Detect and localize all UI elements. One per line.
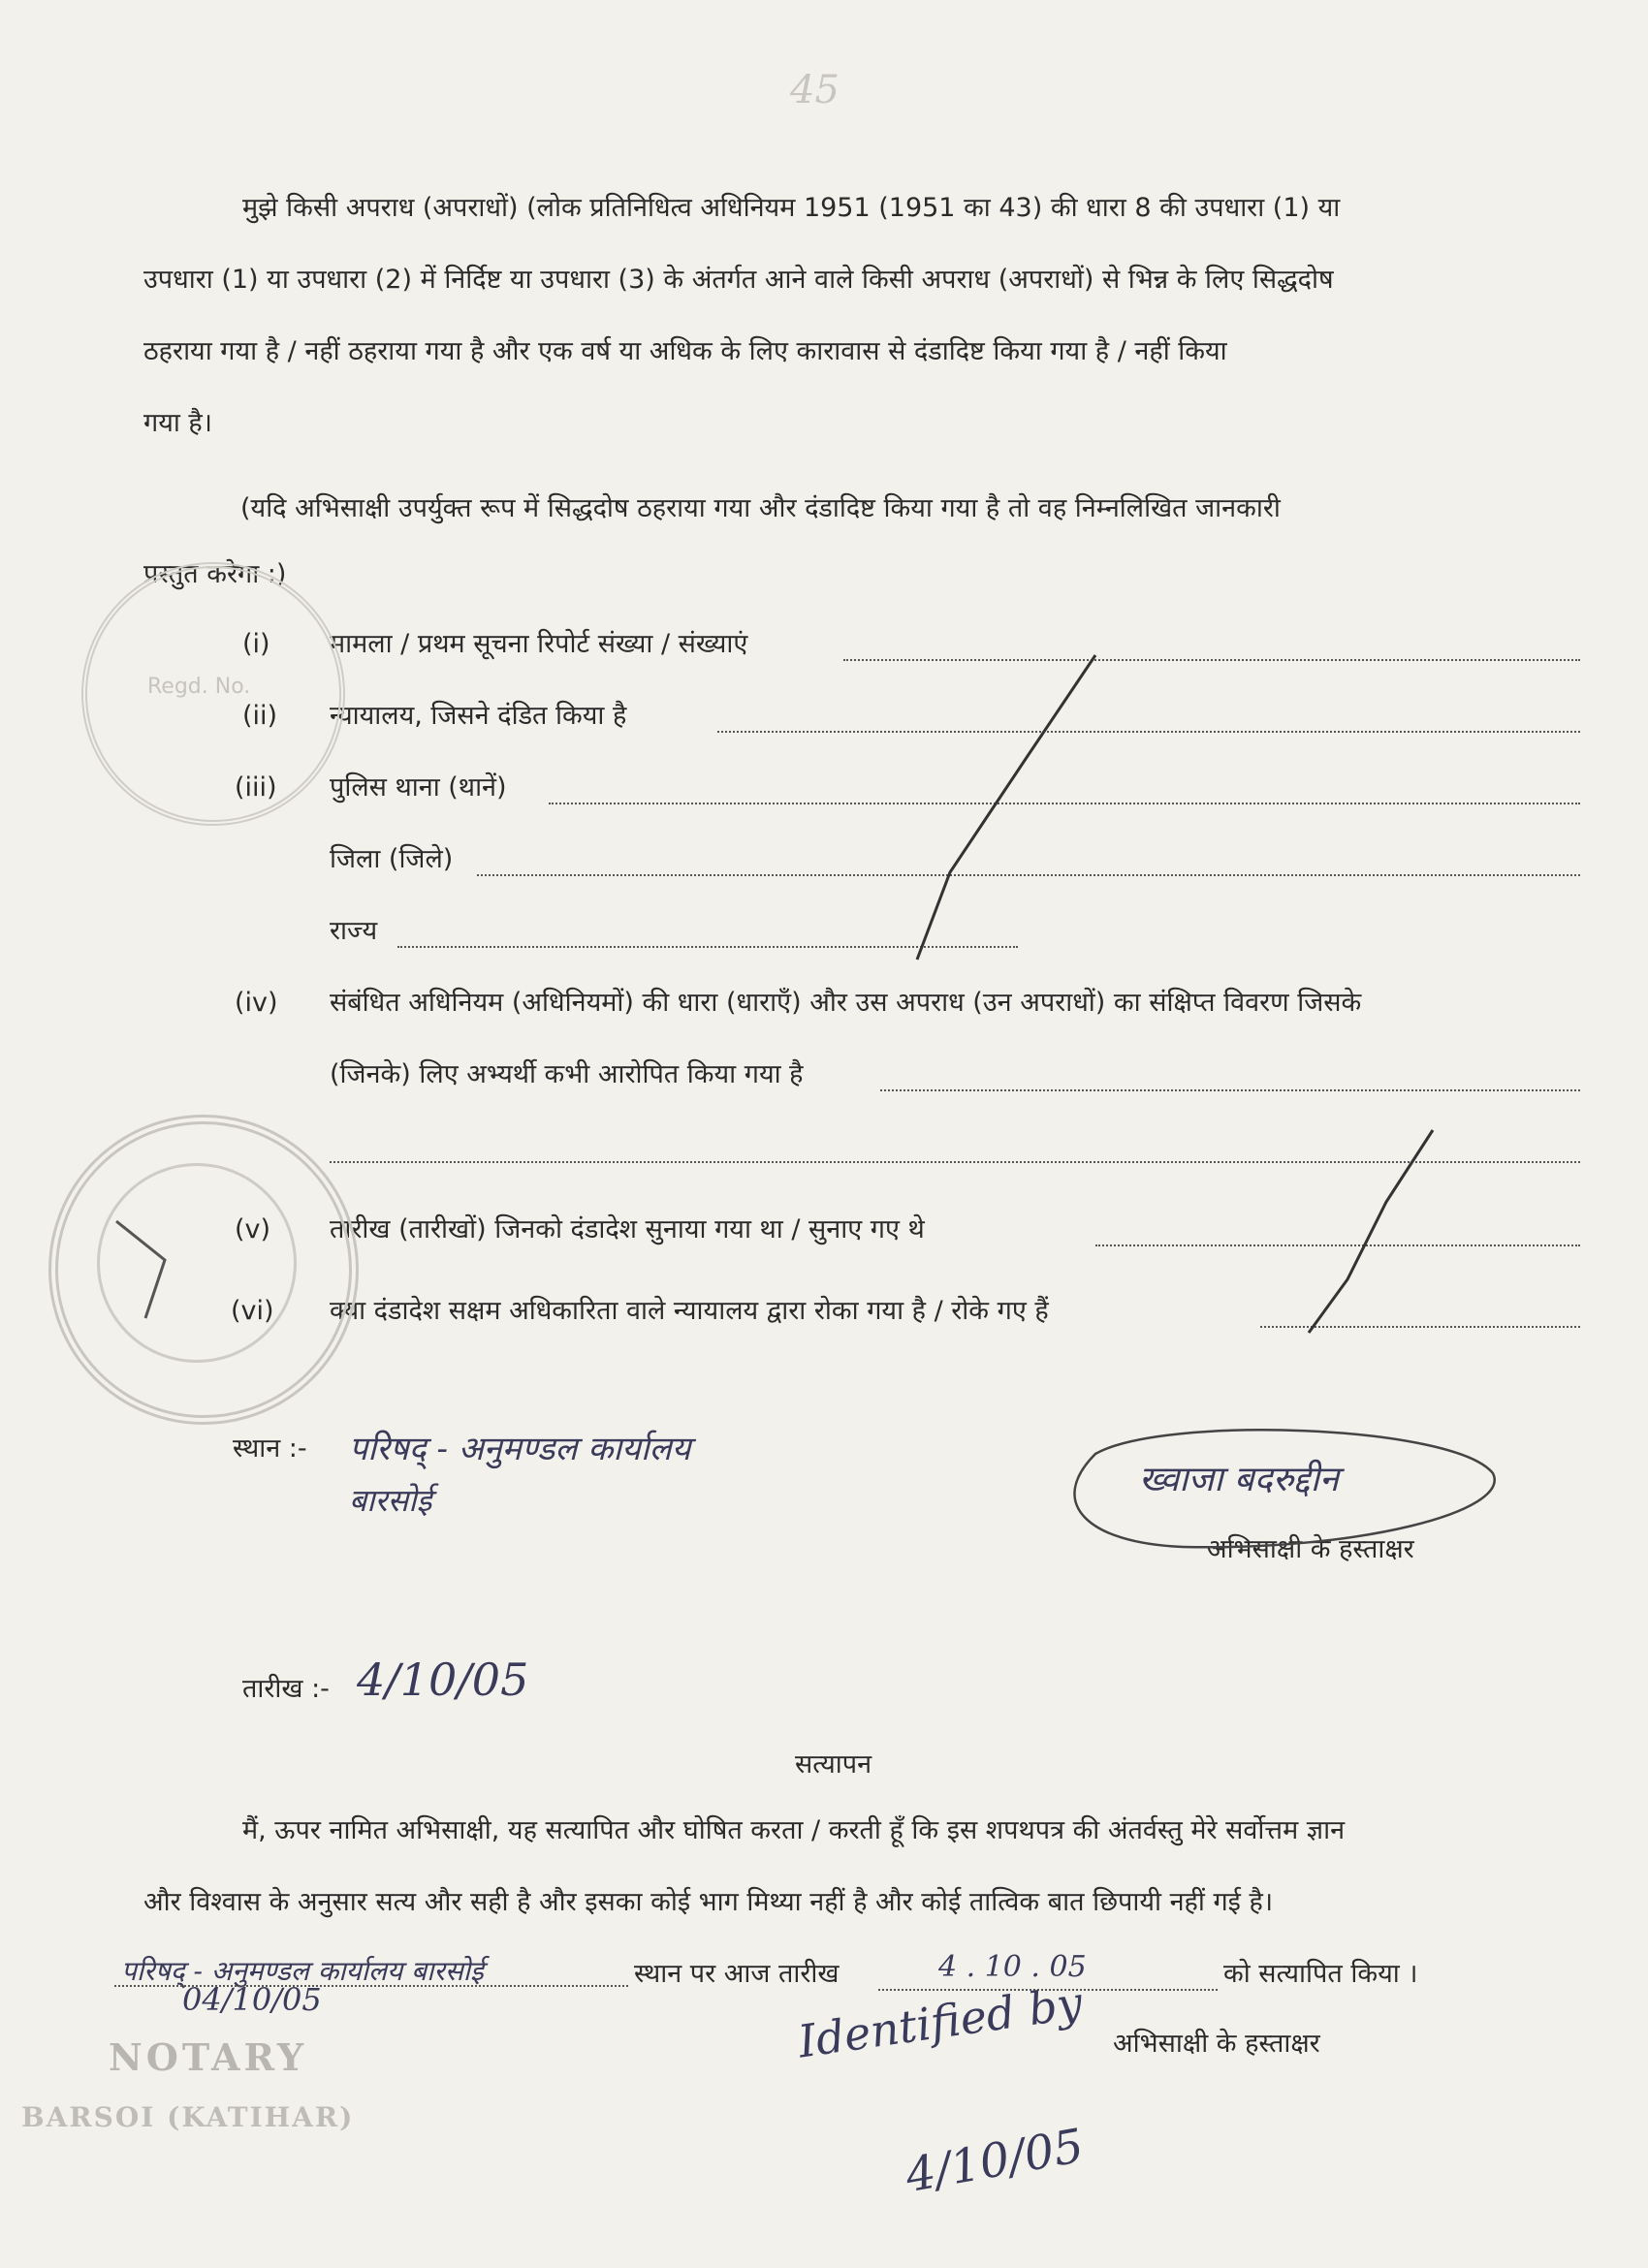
place-handwritten-line-1: परिषद् - अनुमण्डल कार्यालय <box>349 1430 691 1468</box>
item-iii-number: (iii) <box>235 772 277 803</box>
strike-line-bottom <box>1309 1130 1433 1333</box>
round-stamp-top-text: Regd. No. <box>147 675 251 699</box>
state-label: राज्य <box>330 916 378 946</box>
identified-by-date: 4/10/05 <box>902 2118 1088 2204</box>
verification-line-1: मैं, ऊपर नामित अभिसाक्षी, यह सत्यापित और घोषित करता / करती हूँ कि इस शपथपत्र की अंतर्वस्तु मेरे सर्वोत्तम ज्ञान <box>242 1815 1346 1845</box>
item-i-number: (i) <box>242 629 270 659</box>
verification-date-handwritten: 4 . 10 . 05 <box>938 1950 1087 1984</box>
item-v-number: (v) <box>235 1214 271 1244</box>
declaration-line-3: ठहराया गया है / नहीं ठहराया गया है और एक वर्ष या अधिक के लिए कारावास से दंडादिष्ट किया गया है / नहीं किया <box>143 336 1227 366</box>
declaration-line-4: गया है। <box>143 408 213 438</box>
note-line-1: (यदि अभिसाक्षी उपर्युक्त रूप में सिद्धदोष ठहराया गया और दंडादिष्ट किया गया है तो वह निम्नलिखित जानकारी <box>240 493 1281 523</box>
verification-signature-label: अभिसाक्षी के हस्ताक्षर <box>1113 2029 1320 2059</box>
verification-line-2: और विश्वास के अनुसार सत्य और सही है और इसका कोई भाग मिथ्या नहीं है और कोई तात्विक बात छिपायी नहीं गई है। <box>143 1887 1274 1917</box>
item-v-label: तारीख (तारीखों) जिनको दंडादेश सुनाया गया था / सुनाए गए थे <box>330 1214 925 1244</box>
deponent-signature: ख्वाजा बदरुद्दीन <box>1139 1460 1339 1499</box>
notary-date-handwritten: 04/10/05 <box>182 1981 322 2018</box>
place-label: स्थान :- <box>233 1433 307 1464</box>
item-vi-number: (vi) <box>231 1296 274 1326</box>
declaration-line-2: उपधारा (1) या उपधारा (2) में निर्दिष्ट या उपधारा (3) के अंतर्गत आने वाले किसी अपराध (अपराधों) से भिन्न के लिए सिद्धदोष <box>143 265 1334 295</box>
item-iv-line-2: (जिनके) लिए अभ्यर्थी कभी आरोपित किया गया है <box>330 1059 804 1089</box>
item-i-label: मामला / प्रथम सूचना रिपोर्ट संख्या / संख्याएं <box>330 629 748 659</box>
date-label: तारीख :- <box>242 1674 330 1704</box>
verification-suffix: को सत्यापित किया । <box>1223 1959 1418 1989</box>
strike-line-top <box>917 655 1095 960</box>
item-ii-number: (ii) <box>242 701 278 731</box>
note-line-2: प्रस्तुत करेगा :) <box>143 559 287 589</box>
identified-by-signature: Identified by <box>795 1975 1086 2068</box>
item-ii-label: न्यायालय, जिसने दंडित किया है <box>330 701 627 731</box>
item-iv-number: (iv) <box>235 988 278 1018</box>
item-vi-label: क्या दंडादेश सक्षम अधिकारिता वाले न्यायालय द्वारा रोका गया है / रोके गए हैं <box>330 1296 1049 1326</box>
notary-stamp-title: NOTARY <box>109 2035 308 2079</box>
deponent-signature-label: अभिसाक्षी के हस्ताक्षर <box>1207 1534 1414 1564</box>
round-stamp-signature-stroke <box>116 1221 165 1318</box>
place-handwritten-line-2: बारसोई <box>349 1482 432 1519</box>
date-handwritten: 4/10/05 <box>357 1654 529 1706</box>
verification-place-label: स्थान पर आज तारीख <box>634 1959 840 1989</box>
faint-page-mark: 45 <box>790 68 840 112</box>
item-iv-line-1: संबंधित अधिनियम (अधिनियमों) की धारा (धाराएँ) और उस अपराध (उन अपराधों) का संक्षिप्त विवरण जिसके <box>330 988 1362 1018</box>
verification-heading: सत्यापन <box>795 1749 872 1780</box>
notary-stamp-place: BARSOI (KATIHAR) <box>21 2101 355 2133</box>
verification-place-handwritten: परिषद् - अनुमण्डल कार्यालय बारसोई <box>121 1955 484 1987</box>
item-iii-label: पुलिस थाना (थानें) <box>330 772 507 803</box>
declaration-line-1: मुझे किसी अपराध (अपराधों) (लोक प्रतिनिधित्व अधिनियम 1951 (1951 का 43) की धारा 8 की उपधारा (1) या <box>242 193 1341 223</box>
signature-loop <box>1074 1430 1494 1547</box>
district-label: जिला (जिले) <box>330 844 454 874</box>
